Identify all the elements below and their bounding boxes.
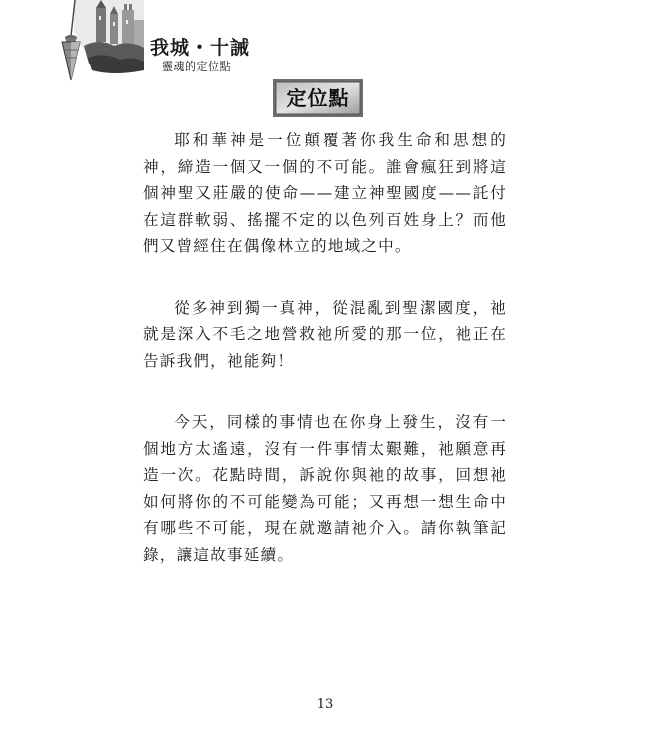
paragraph: 今天，同樣的事情也在你身上發生，沒有一個地方太遙遠，沒有一件事情太艱難，祂願意再造一次。花點時間，訴說你與祂的故事，回想祂如何將你的不可能變為可能；又再想一想生命中有哪些不可能，現在就邀請祂介入。請你執筆記錄，讓這故事延續。 <box>143 413 507 564</box>
section-badge <box>272 78 364 118</box>
book-title: 我城・十誡 <box>150 37 251 59</box>
section-title: 定位點 <box>286 86 350 110</box>
paragraph: 從多神到獨一真神，從混亂到聖潔國度，祂就是深入不毛之地營救祂所愛的那一位，祂正在告訴我們，祂能夠！ <box>143 298 507 370</box>
body-text <box>143 127 507 603</box>
page-number: 13 <box>316 697 334 712</box>
pendulum-castle-illustration-icon <box>44 0 144 82</box>
book-subtitle: 靈魂的定位點 <box>162 60 231 73</box>
paragraph: 耶和華神是一位顛覆著你我生命和思想的神，締造一個又一個的不可能。誰會瘋狂到將這個神聖又莊嚴的使命——建立神聖國度——託付在這群軟弱、搖擺不定的以色列百姓身上？而他們又曾經住在偶像林立的地域之中。 <box>143 131 507 255</box>
